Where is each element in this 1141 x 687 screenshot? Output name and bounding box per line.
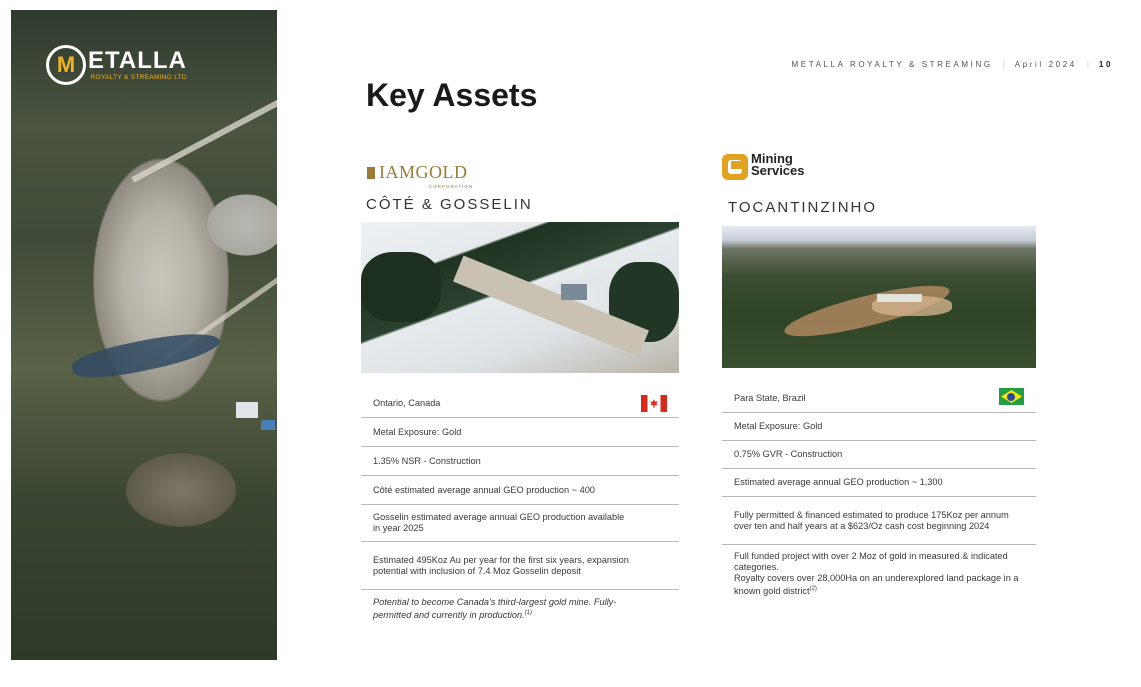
info-row <box>361 476 679 505</box>
info-row-location <box>361 389 679 418</box>
iamgold-logo-word: IAMGOLD <box>379 162 468 182</box>
info-text: Para State, Brazil <box>734 393 806 403</box>
gms-logo <box>722 152 1036 186</box>
info-row <box>722 441 1036 469</box>
gms-logo-mark-inner <box>731 161 742 169</box>
info-row <box>722 497 1036 545</box>
info-row <box>361 447 679 476</box>
asset-card-cote-gosselin <box>361 160 679 626</box>
hero-aerial-mine-photo <box>11 10 277 660</box>
info-row <box>361 505 679 542</box>
asset-name: TOCANTINZINHO <box>728 199 878 216</box>
metalla-logo-word: ETALLA <box>88 46 187 74</box>
photo-trees <box>361 252 441 322</box>
info-row <box>361 542 679 590</box>
header-divider: | <box>1086 60 1089 69</box>
page-title-light: Key <box>366 77 425 113</box>
asset-name: CÔTÉ & GOSSELIN <box>366 196 533 213</box>
gms-logo-word <box>751 153 805 177</box>
asset-photo-cote <box>361 222 679 373</box>
info-text: Estimated 495Koz Au per year for the first six years, expansion potential with inclusion of 7.4 Moz Gosselin deposit <box>373 554 629 576</box>
gms-logo-line: Mining <box>751 151 793 166</box>
iamgold-logo <box>367 160 679 190</box>
footnote-ref: (1) <box>524 609 533 616</box>
info-text: 1.35% NSR - Construction <box>373 455 481 466</box>
info-text: Côté estimated average annual GEO production ~ 400 <box>373 484 595 495</box>
asset-card-tocantinzinho <box>722 152 1036 603</box>
page-title-bold: Assets <box>432 77 538 113</box>
iamgold-logo-subtitle: CORPORATION <box>429 184 474 189</box>
info-row <box>722 413 1036 441</box>
info-note <box>722 545 1036 603</box>
photo-building <box>236 402 258 418</box>
photo-building <box>261 420 275 430</box>
page-title <box>366 77 537 114</box>
info-row <box>722 469 1036 497</box>
photo-road <box>131 83 277 182</box>
info-note-text: Full funded project with over 2 Moz of gold in measured & indicated categories. <box>734 551 1008 572</box>
page-number: 10 <box>1098 60 1113 69</box>
gms-logo-line: Services <box>751 163 805 178</box>
slide-header <box>792 60 1114 69</box>
info-text: Metal Exposure: Gold <box>734 421 823 431</box>
metalla-logo <box>46 45 187 85</box>
photo-building <box>561 284 587 300</box>
info-text: Metal Exposure: Gold <box>373 426 462 437</box>
info-row-location <box>722 385 1036 413</box>
metalla-logo-mark: M <box>46 45 86 85</box>
canada-flag-icon <box>641 395 667 412</box>
info-row <box>361 418 679 447</box>
info-text: Estimated average annual GEO production ~ 1,300 <box>734 477 943 487</box>
info-note-text: Potential to become Canada's third-largest gold mine. Fully-permitted and currently in production. <box>373 596 617 621</box>
info-note-text: Royalty covers over 28,000Ha on an underexplored land package in a known gold district <box>734 573 1019 597</box>
photo-building <box>877 294 922 302</box>
iamgold-logo-mark <box>367 167 375 179</box>
info-text: Ontario, Canada <box>373 397 441 408</box>
info-text: Gosselin estimated average annual GEO production available in year 2025 <box>373 512 625 533</box>
asset-photo-tocantinzinho <box>722 226 1036 368</box>
footnote-ref: (2) <box>809 586 817 592</box>
header-date: April 2024 <box>1014 60 1077 69</box>
info-text: 0.75% GVR - Construction <box>734 449 843 459</box>
brazil-flag-icon <box>999 388 1024 405</box>
asset-info-list <box>361 389 679 626</box>
info-note <box>361 590 679 626</box>
photo-pit-water <box>70 325 223 386</box>
info-text: Fully permitted & financed estimated to produce 175Koz per annum over ten and half years at a $623/Oz cash cost beginning 2024 <box>734 509 1009 531</box>
header-company: METALLA ROYALTY & STREAMING <box>791 60 993 69</box>
header-divider: | <box>1002 60 1005 69</box>
metalla-logo-subtitle: ROYALTY & STREAMING LTD <box>90 73 187 81</box>
asset-info-list <box>722 385 1036 603</box>
